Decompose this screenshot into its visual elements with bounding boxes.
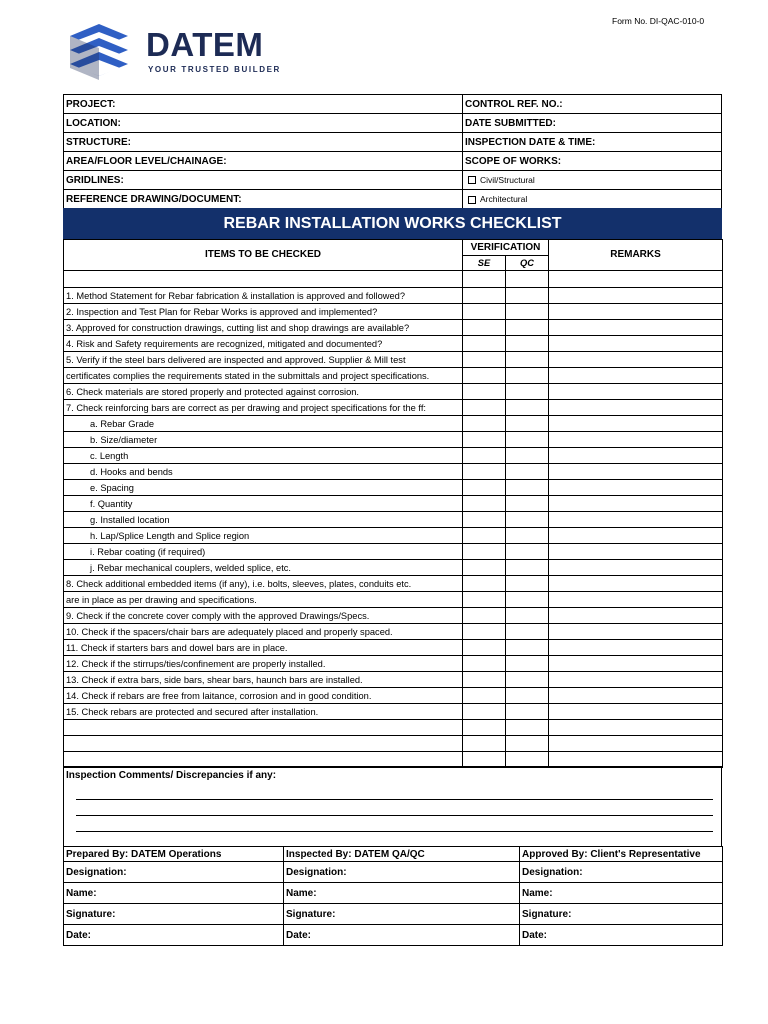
qc-cell[interactable] bbox=[506, 368, 549, 384]
remarks-cell[interactable] bbox=[549, 592, 723, 608]
field-project[interactable]: PROJECT: bbox=[64, 95, 463, 113]
blank-cell[interactable] bbox=[506, 736, 549, 752]
checklist-item: f. Quantity bbox=[64, 496, 463, 512]
qc-cell[interactable] bbox=[506, 512, 549, 528]
checklist-item: 13. Check if extra bars, side bars, shear bars, haunch bars are installed. bbox=[64, 672, 463, 688]
qc-cell[interactable] bbox=[506, 480, 549, 496]
remarks-cell[interactable] bbox=[549, 480, 723, 496]
se-cell[interactable] bbox=[463, 464, 506, 480]
remarks-cell[interactable] bbox=[549, 320, 723, 336]
checklist-item: h. Lap/Splice Length and Splice region bbox=[64, 528, 463, 544]
table-row bbox=[64, 688, 723, 704]
table-row bbox=[64, 304, 723, 320]
checklist-item: 5. Verify if the steel bars delivered are inspected and approved. Supplier & Mill test bbox=[64, 352, 463, 368]
prepared-by: Prepared By: DATEM Operations bbox=[64, 847, 284, 862]
checklist-item: 14. Check if rebars are free from laitance, corrosion and in good condition. bbox=[64, 688, 463, 704]
date-field[interactable]: Date: bbox=[284, 925, 520, 946]
remarks-cell[interactable] bbox=[549, 544, 723, 560]
checkbox-icon[interactable] bbox=[468, 176, 476, 184]
table-row bbox=[64, 416, 723, 432]
signature-table bbox=[63, 846, 723, 946]
comments-label: Inspection Comments/ Discrepancies if any: bbox=[66, 770, 277, 781]
checklist-item: 10. Check if the spacers/chair bars are adequately placed and properly spaced. bbox=[64, 624, 463, 640]
items-header: ITEMS TO BE CHECKED bbox=[64, 240, 463, 271]
inspection-comments[interactable] bbox=[63, 766, 722, 847]
remarks-cell[interactable] bbox=[549, 288, 723, 304]
qc-cell[interactable] bbox=[506, 656, 549, 672]
table-row bbox=[64, 496, 723, 512]
brand-tagline: YOUR TRUSTED BUILDER bbox=[148, 65, 281, 74]
table-row bbox=[64, 592, 723, 608]
blank-cell[interactable] bbox=[506, 720, 549, 736]
checklist-item: c. Length bbox=[64, 448, 463, 464]
remarks-cell[interactable] bbox=[549, 464, 723, 480]
se-cell[interactable] bbox=[463, 592, 506, 608]
table-row bbox=[64, 480, 723, 496]
comment-line[interactable] bbox=[76, 831, 713, 832]
blank-row bbox=[64, 736, 723, 752]
table-row bbox=[64, 704, 723, 720]
scope-option-label: Civil/Structural bbox=[480, 174, 535, 185]
remarks-cell[interactable] bbox=[549, 432, 723, 448]
table-row bbox=[64, 512, 723, 528]
signature-field[interactable]: Signature: bbox=[520, 904, 723, 925]
field-area-floor[interactable]: AREA/FLOOR LEVEL/CHAINAGE: bbox=[64, 152, 463, 170]
remarks-cell[interactable] bbox=[549, 608, 723, 624]
field-inspection-date[interactable]: INSPECTION DATE & TIME: bbox=[465, 137, 596, 148]
field-control-ref[interactable]: CONTROL REF. NO.: bbox=[465, 99, 563, 110]
remarks-cell[interactable] bbox=[549, 416, 723, 432]
remarks-cell[interactable] bbox=[549, 688, 723, 704]
se-cell[interactable] bbox=[463, 672, 506, 688]
se-header: SE bbox=[463, 256, 506, 271]
checklist-item: 12. Check if the stirrups/ties/confinement are properly installed. bbox=[64, 656, 463, 672]
checklist-table bbox=[63, 239, 723, 768]
blank-cell[interactable] bbox=[463, 736, 506, 752]
table-row bbox=[64, 320, 723, 336]
se-cell[interactable] bbox=[463, 656, 506, 672]
qc-cell[interactable] bbox=[506, 352, 549, 368]
checklist-item: a. Rebar Grade bbox=[64, 416, 463, 432]
se-cell[interactable] bbox=[463, 576, 506, 592]
remarks-cell[interactable] bbox=[549, 560, 723, 576]
verification-header: VERIFICATION bbox=[463, 240, 549, 256]
checklist-item: j. Rebar mechanical couplers, welded splice, etc. bbox=[64, 560, 463, 576]
qc-cell[interactable] bbox=[506, 304, 549, 320]
remarks-cell[interactable] bbox=[549, 448, 723, 464]
field-date-submitted[interactable]: DATE SUBMITTED: bbox=[465, 118, 556, 129]
comment-line[interactable] bbox=[76, 815, 713, 816]
qc-cell[interactable] bbox=[506, 464, 549, 480]
date-field[interactable]: Date: bbox=[520, 925, 723, 946]
scope-option-architectural[interactable] bbox=[463, 190, 721, 209]
table-row bbox=[64, 560, 723, 576]
remarks-cell[interactable] bbox=[549, 352, 723, 368]
se-cell[interactable] bbox=[463, 512, 506, 528]
checklist-item: are in place as per drawing and specifications. bbox=[64, 592, 463, 608]
remarks-cell[interactable] bbox=[549, 368, 723, 384]
qc-cell[interactable] bbox=[506, 544, 549, 560]
blank-row bbox=[64, 271, 463, 288]
table-row bbox=[64, 352, 723, 368]
brand-name: DATEM bbox=[146, 26, 264, 63]
checklist-item: 11. Check if starters bars and dowel bars are in place. bbox=[64, 640, 463, 656]
remarks-cell[interactable] bbox=[549, 528, 723, 544]
qc-cell[interactable] bbox=[506, 432, 549, 448]
remarks-cell[interactable] bbox=[549, 400, 723, 416]
qc-cell[interactable] bbox=[506, 576, 549, 592]
field-scope-of-works: SCOPE OF WORKS: bbox=[465, 156, 562, 167]
checklist-item: 1. Method Statement for Rebar fabrication & installation is approved and followed? bbox=[64, 288, 463, 304]
field-gridlines[interactable]: GRIDLINES: bbox=[64, 171, 463, 189]
table-row bbox=[64, 336, 723, 352]
se-cell[interactable] bbox=[463, 688, 506, 704]
se-cell[interactable] bbox=[463, 608, 506, 624]
se-cell[interactable] bbox=[463, 384, 506, 400]
remarks-cell[interactable] bbox=[549, 704, 723, 720]
se-cell[interactable] bbox=[463, 448, 506, 464]
qc-cell[interactable] bbox=[506, 448, 549, 464]
se-cell[interactable] bbox=[463, 624, 506, 640]
qc-cell[interactable] bbox=[506, 560, 549, 576]
signature-field[interactable]: Signature: bbox=[64, 904, 284, 925]
qc-cell[interactable] bbox=[506, 496, 549, 512]
remarks-cell[interactable] bbox=[549, 512, 723, 528]
date-field[interactable]: Date: bbox=[64, 925, 284, 946]
blank-cell[interactable] bbox=[463, 720, 506, 736]
checklist-item: b. Size/diameter bbox=[64, 432, 463, 448]
field-structure[interactable]: STRUCTURE: bbox=[64, 133, 463, 151]
remarks-cell[interactable] bbox=[549, 304, 723, 320]
se-cell[interactable] bbox=[463, 368, 506, 384]
table-row bbox=[64, 656, 723, 672]
checklist-item: certificates complies the requirements stated in the submittals and project specifications. bbox=[64, 368, 463, 384]
qc-cell[interactable] bbox=[506, 288, 549, 304]
checklist-item: 15. Check rebars are protected and secured after installation. bbox=[64, 704, 463, 720]
checklist-item: 6. Check materials are stored properly and protected against corrosion. bbox=[64, 384, 463, 400]
inspected-by: Inspected By: DATEM QA/QC bbox=[284, 847, 520, 862]
field-reference-drawing[interactable]: REFERENCE DRAWING/DOCUMENT: bbox=[64, 190, 463, 209]
scope-option-civil[interactable] bbox=[463, 171, 721, 189]
checklist-item: 8. Check additional embedded items (if any), i.e. bolts, sleeves, plates, conduits etc. bbox=[64, 576, 463, 592]
remarks-cell[interactable] bbox=[549, 576, 723, 592]
scope-option-label: Architectural bbox=[480, 194, 528, 204]
table-row bbox=[64, 624, 723, 640]
checklist-item: g. Installed location bbox=[64, 512, 463, 528]
designation-field[interactable]: Designation: bbox=[64, 862, 284, 883]
se-cell[interactable] bbox=[463, 336, 506, 352]
datem-logo-icon bbox=[68, 22, 130, 82]
blank-cell[interactable] bbox=[549, 736, 723, 752]
name-field[interactable]: Name: bbox=[64, 883, 284, 904]
qc-cell[interactable] bbox=[506, 528, 549, 544]
qc-cell[interactable] bbox=[506, 400, 549, 416]
signature-field[interactable]: Signature: bbox=[284, 904, 520, 925]
blank-cell[interactable] bbox=[549, 720, 723, 736]
se-cell[interactable] bbox=[463, 400, 506, 416]
table-row bbox=[64, 576, 723, 592]
qc-cell[interactable] bbox=[506, 336, 549, 352]
table-row bbox=[64, 608, 723, 624]
table-row bbox=[64, 448, 723, 464]
remarks-cell[interactable] bbox=[549, 336, 723, 352]
se-cell[interactable] bbox=[463, 288, 506, 304]
checklist-item: 3. Approved for construction drawings, cutting list and shop drawings are available? bbox=[64, 320, 463, 336]
qc-cell[interactable] bbox=[506, 672, 549, 688]
checkbox-icon[interactable] bbox=[468, 196, 476, 204]
table-row bbox=[64, 384, 723, 400]
se-cell[interactable] bbox=[463, 432, 506, 448]
qc-cell[interactable] bbox=[506, 592, 549, 608]
table-row bbox=[64, 400, 723, 416]
project-info-table bbox=[63, 94, 722, 210]
remarks-cell[interactable] bbox=[549, 384, 723, 400]
field-location[interactable]: LOCATION: bbox=[64, 114, 463, 132]
se-cell[interactable] bbox=[463, 352, 506, 368]
se-cell[interactable] bbox=[463, 304, 506, 320]
se-cell[interactable] bbox=[463, 416, 506, 432]
se-cell[interactable] bbox=[463, 320, 506, 336]
checklist-item: e. Spacing bbox=[64, 480, 463, 496]
table-row bbox=[64, 368, 723, 384]
remarks-header: REMARKS bbox=[549, 240, 723, 271]
qc-header: QC bbox=[506, 256, 549, 271]
checklist-item: 7. Check reinforcing bars are correct as per drawing and project specifications for the ff: bbox=[64, 400, 463, 416]
blank-row bbox=[64, 720, 723, 736]
checklist-item: 9. Check if the concrete cover comply with the approved Drawings/Specs. bbox=[64, 608, 463, 624]
qc-cell[interactable] bbox=[506, 416, 549, 432]
blank-cell[interactable] bbox=[64, 720, 463, 736]
se-cell[interactable] bbox=[463, 528, 506, 544]
designation-field[interactable]: Designation: bbox=[520, 862, 723, 883]
checklist-item: d. Hooks and bends bbox=[64, 464, 463, 480]
table-row bbox=[64, 672, 723, 688]
table-row bbox=[64, 432, 723, 448]
comment-line[interactable] bbox=[76, 799, 713, 800]
table-row bbox=[64, 464, 723, 480]
table-row bbox=[64, 528, 723, 544]
remarks-cell[interactable] bbox=[549, 624, 723, 640]
qc-cell[interactable] bbox=[506, 624, 549, 640]
checklist-item: i. Rebar coating (if required) bbox=[64, 544, 463, 560]
se-cell[interactable] bbox=[463, 480, 506, 496]
se-cell[interactable] bbox=[463, 704, 506, 720]
qc-cell[interactable] bbox=[506, 704, 549, 720]
remarks-cell[interactable] bbox=[549, 640, 723, 656]
qc-cell[interactable] bbox=[506, 320, 549, 336]
se-cell[interactable] bbox=[463, 560, 506, 576]
se-cell[interactable] bbox=[463, 640, 506, 656]
table-row bbox=[64, 640, 723, 656]
se-cell[interactable] bbox=[463, 544, 506, 560]
checklist-title: REBAR INSTALLATION WORKS CHECKLIST bbox=[63, 208, 722, 239]
se-cell[interactable] bbox=[463, 496, 506, 512]
name-field[interactable]: Name: bbox=[520, 883, 723, 904]
checklist-item: 4. Risk and Safety requirements are recognized, mitigated and documented? bbox=[64, 336, 463, 352]
table-row bbox=[64, 288, 723, 304]
remarks-cell[interactable] bbox=[549, 496, 723, 512]
qc-cell[interactable] bbox=[506, 608, 549, 624]
form-number: Form No. DI-QAC-010-0 bbox=[612, 16, 705, 26]
checklist-item: 2. Inspection and Test Plan for Rebar Works is approved and implemented? bbox=[64, 304, 463, 320]
qc-cell[interactable] bbox=[506, 384, 549, 400]
table-row bbox=[64, 544, 723, 560]
name-field[interactable]: Name: bbox=[284, 883, 520, 904]
approved-by: Approved By: Client's Representative bbox=[520, 847, 723, 862]
designation-field[interactable]: Designation: bbox=[284, 862, 520, 883]
qc-cell[interactable] bbox=[506, 640, 549, 656]
qc-cell[interactable] bbox=[506, 688, 549, 704]
remarks-cell[interactable] bbox=[549, 656, 723, 672]
blank-cell[interactable] bbox=[64, 736, 463, 752]
remarks-cell[interactable] bbox=[549, 672, 723, 688]
